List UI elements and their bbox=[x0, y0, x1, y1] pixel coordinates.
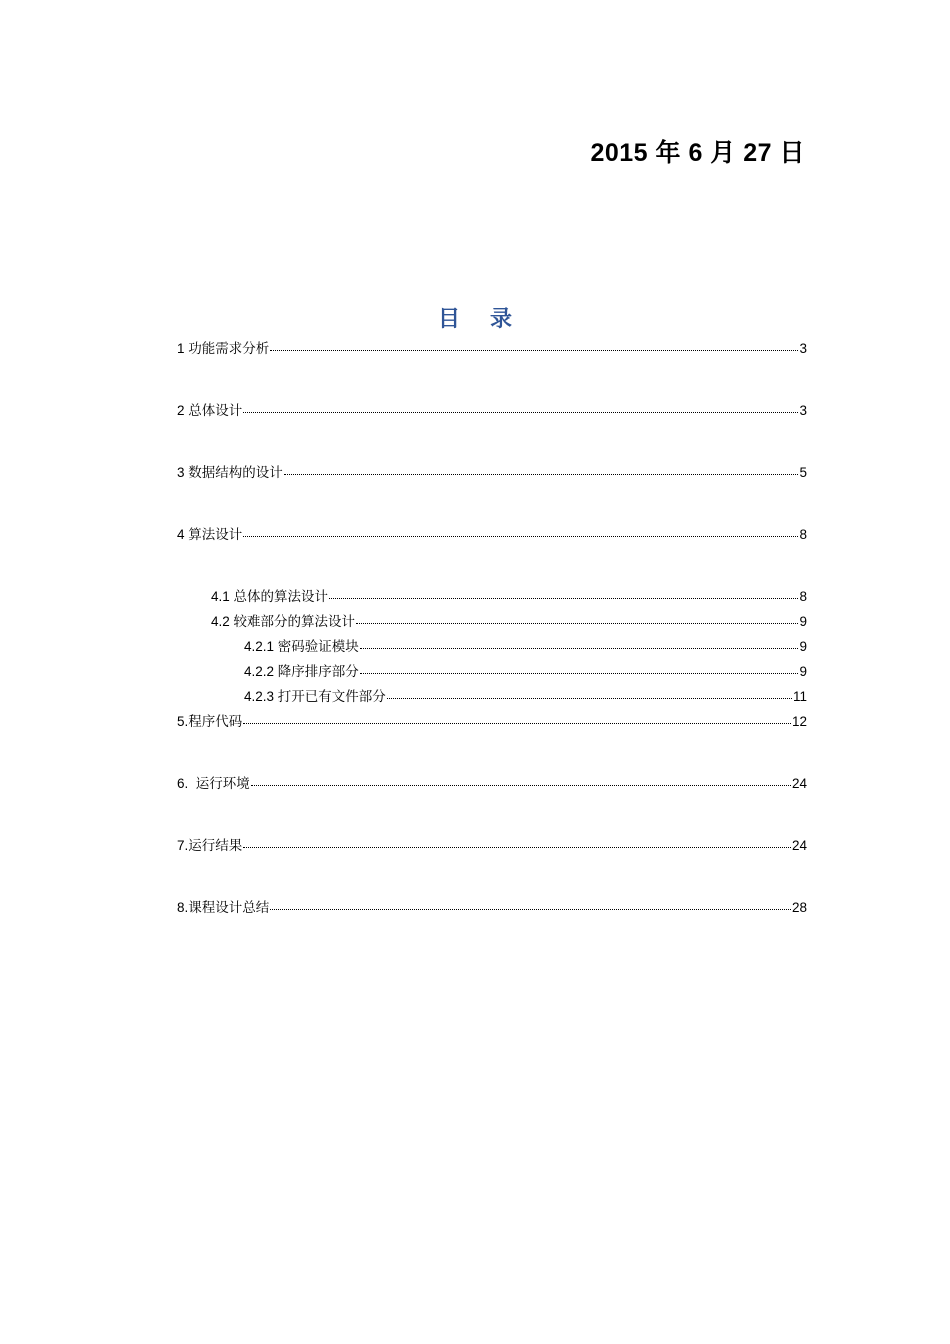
toc-entry-4-2-1[interactable] bbox=[244, 635, 807, 655]
toc-entry-label: 4.2.1 密码验证模块 bbox=[244, 639, 359, 654]
toc-entry-page: 24 bbox=[791, 838, 807, 853]
toc-entry-label: 4.2.2 降序排序部分 bbox=[244, 664, 359, 679]
toc-entry-label: 2 总体设计 bbox=[177, 403, 243, 418]
toc-entry-label: 4.2 较难部分的算法设计 bbox=[211, 614, 356, 629]
toc-entry-4[interactable] bbox=[177, 523, 807, 543]
toc-entry-4-2-3[interactable] bbox=[244, 685, 807, 705]
toc-entry-page: 5 bbox=[799, 465, 807, 480]
toc-entry-4-2-2[interactable] bbox=[244, 660, 807, 680]
toc-leader-dots bbox=[360, 637, 799, 649]
toc-entry-page: 9 bbox=[799, 639, 807, 654]
toc-entry-label: 8.课程设计总结 bbox=[177, 900, 270, 915]
toc-leader-dots bbox=[243, 525, 798, 537]
toc-entry-page: 12 bbox=[791, 714, 807, 729]
toc-entry-page: 3 bbox=[799, 341, 807, 356]
toc-entry-label: 7.运行结果 bbox=[177, 838, 243, 853]
toc-entry-page: 8 bbox=[799, 589, 807, 604]
toc-leader-dots bbox=[329, 587, 798, 599]
toc-entry-page: 9 bbox=[799, 614, 807, 629]
toc-entry-3[interactable] bbox=[177, 461, 807, 481]
toc-entry-page: 11 bbox=[792, 689, 807, 704]
toc-leader-dots bbox=[243, 836, 791, 848]
toc-entry-label: 1 功能需求分析 bbox=[177, 341, 270, 356]
toc-leader-dots bbox=[360, 662, 799, 674]
toc-entry-page: 8 bbox=[799, 527, 807, 542]
toc-entry-label: 4.1 总体的算法设计 bbox=[211, 589, 329, 604]
toc-title: 目 录 bbox=[437, 306, 525, 331]
toc-entry-4-1[interactable] bbox=[211, 585, 807, 605]
toc-entry-label: 3 数据结构的设计 bbox=[177, 465, 283, 480]
toc-leader-dots bbox=[356, 612, 798, 624]
toc-entry-page: 24 bbox=[791, 776, 807, 791]
toc-entry-page: 9 bbox=[799, 664, 807, 679]
toc-leader-dots bbox=[251, 774, 791, 786]
toc-entry-5[interactable] bbox=[177, 710, 807, 730]
toc-entry-label: 4 算法设计 bbox=[177, 527, 243, 542]
toc-entry-label: 4.2.3 打开已有文件部分 bbox=[244, 689, 386, 704]
toc-entry-8[interactable] bbox=[177, 896, 807, 916]
toc-entry-2[interactable] bbox=[177, 399, 807, 419]
toc-entry-1[interactable] bbox=[177, 337, 807, 357]
toc-leader-dots bbox=[243, 712, 791, 724]
toc-entry-6[interactable] bbox=[177, 772, 807, 792]
toc-leader-dots bbox=[284, 463, 799, 475]
toc-leader-dots bbox=[270, 339, 798, 351]
toc-entry-page: 28 bbox=[791, 900, 807, 915]
toc-entry-7[interactable] bbox=[177, 834, 807, 854]
toc-entry-page: 3 bbox=[799, 403, 807, 418]
toc-leader-dots bbox=[243, 401, 798, 413]
toc-entry-4-2[interactable] bbox=[211, 610, 807, 630]
toc-leader-dots bbox=[270, 898, 791, 910]
toc-entry-label: 6. 运行环境 bbox=[177, 776, 250, 791]
toc-leader-dots bbox=[387, 687, 792, 699]
toc-entry-label: 5.程序代码 bbox=[177, 714, 243, 729]
document-date: 2015 年 6 月 27 日 bbox=[590, 139, 805, 167]
